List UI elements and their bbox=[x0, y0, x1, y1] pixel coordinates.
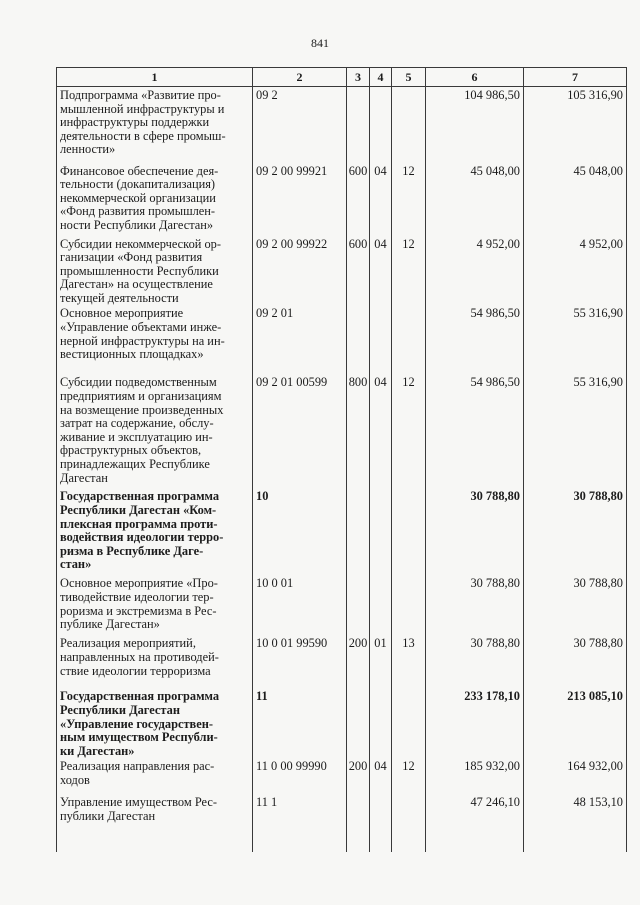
row-name-cell bbox=[57, 488, 253, 575]
row-name-line: фраструктурных объектов, bbox=[60, 443, 202, 458]
row-name-line: тельности (докапитализация) bbox=[60, 177, 216, 192]
row-name-line: мышленной инфраструктуры и bbox=[60, 101, 225, 116]
amount-1-cell: 30 788,80 bbox=[426, 635, 524, 688]
row-name-line: Основное мероприятие «Про- bbox=[60, 576, 218, 591]
amount-1-cell: 54 986,50 bbox=[426, 305, 524, 374]
row-name-line: ленности» bbox=[60, 142, 116, 157]
expense-type-cell bbox=[347, 688, 370, 758]
row-name-line: «Управление государствен- bbox=[60, 716, 214, 731]
amount-2-cell: 55 316,90 bbox=[524, 374, 627, 488]
budget-code-cell: 10 0 01 bbox=[253, 575, 347, 635]
expense-type-cell: 200 bbox=[347, 758, 370, 794]
amount-1-cell: 4 952,00 bbox=[426, 236, 524, 306]
subsection-cell: 12 bbox=[392, 758, 426, 794]
amount-2-cell: 164 932,00 bbox=[524, 758, 627, 794]
section-cell: 01 bbox=[370, 635, 392, 688]
subsection-cell: 12 bbox=[392, 374, 426, 488]
row-name-cell bbox=[57, 163, 253, 236]
row-name-line: промышленности Республики bbox=[60, 263, 219, 278]
amount-2-cell: 55 316,90 bbox=[524, 305, 627, 374]
row-name-line: ности Республики Дагестан» bbox=[60, 217, 214, 232]
column-header-name: 1 bbox=[57, 68, 253, 87]
expense-type-cell: 800 bbox=[347, 374, 370, 488]
row-name-line: затрат на содержание, обслу- bbox=[60, 416, 214, 431]
row-name-line: направленных на противодей- bbox=[60, 650, 219, 665]
table-row bbox=[57, 635, 627, 688]
expense-type-cell: 600 bbox=[347, 236, 370, 306]
row-name-line: Дагестан» на осуществление bbox=[60, 277, 213, 292]
expense-type-cell bbox=[347, 575, 370, 635]
table-row bbox=[57, 575, 627, 635]
table-body bbox=[57, 87, 627, 853]
table-row bbox=[57, 758, 627, 794]
subsection-cell: 13 bbox=[392, 635, 426, 688]
amount-1-cell: 45 048,00 bbox=[426, 163, 524, 236]
column-header-amount-2: 7 bbox=[524, 68, 627, 87]
budget-code-cell: 10 0 01 99590 bbox=[253, 635, 347, 688]
expense-type-cell bbox=[347, 794, 370, 852]
column-header-code: 2 bbox=[253, 68, 347, 87]
column-header-4: 4 bbox=[370, 68, 392, 87]
row-name-line: Реализация направления рас- bbox=[60, 759, 215, 774]
amount-1-cell: 185 932,00 bbox=[426, 758, 524, 794]
row-name-line: на возмещение произведенных bbox=[60, 402, 224, 417]
row-name-line: плексная программа проти- bbox=[60, 516, 218, 531]
row-name-line: Государственная программа bbox=[60, 689, 220, 704]
amount-2-cell: 30 788,80 bbox=[524, 575, 627, 635]
row-name-cell bbox=[57, 635, 253, 688]
budget-code-cell: 11 1 bbox=[253, 794, 347, 852]
row-name-line: Республики Дагестан «Ком- bbox=[60, 503, 217, 518]
subsection-cell bbox=[392, 688, 426, 758]
section-cell bbox=[370, 488, 392, 575]
row-name-line: «Фонд развития промышлен- bbox=[60, 204, 216, 219]
table-row bbox=[57, 236, 627, 306]
amount-2-cell: 213 085,10 bbox=[524, 688, 627, 758]
row-name-line: водействия идеологии терро- bbox=[60, 530, 224, 545]
row-name-line: Субсидии подведомственным bbox=[60, 375, 217, 390]
row-name-line: текущей деятельности bbox=[60, 290, 179, 305]
table-row bbox=[57, 305, 627, 374]
row-name-cell bbox=[57, 575, 253, 635]
section-cell: 04 bbox=[370, 758, 392, 794]
budget-code-cell: 09 2 00 99921 bbox=[253, 163, 347, 236]
budget-code-cell: 10 bbox=[253, 488, 347, 575]
row-name-line: деятельности в сфере промыш- bbox=[60, 128, 226, 143]
amount-2-cell: 105 316,90 bbox=[524, 87, 627, 163]
row-name-line: Реализация мероприятий, bbox=[60, 636, 196, 651]
row-name-line: «Управление объектами инже- bbox=[60, 320, 222, 335]
section-cell bbox=[370, 575, 392, 635]
budget-code-cell: 09 2 01 00599 bbox=[253, 374, 347, 488]
section-cell bbox=[370, 794, 392, 852]
row-name-cell bbox=[57, 374, 253, 488]
column-header-3: 3 bbox=[347, 68, 370, 87]
table-row bbox=[57, 163, 627, 236]
row-name-line: инфраструктуры поддержки bbox=[60, 115, 210, 130]
section-cell bbox=[370, 688, 392, 758]
section-cell: 04 bbox=[370, 163, 392, 236]
table-row bbox=[57, 488, 627, 575]
budget-code-cell: 09 2 00 99922 bbox=[253, 236, 347, 306]
amount-1-cell: 233 178,10 bbox=[426, 688, 524, 758]
budget-code-cell: 09 2 bbox=[253, 87, 347, 163]
row-name-line: ризма в Республике Даге- bbox=[60, 543, 204, 558]
row-name-cell bbox=[57, 758, 253, 794]
budget-code-cell: 09 2 01 bbox=[253, 305, 347, 374]
subsection-cell bbox=[392, 87, 426, 163]
row-name-line: публике Дагестан» bbox=[60, 617, 160, 632]
row-name-line: тиводействие идеологии тер- bbox=[60, 590, 214, 605]
section-cell bbox=[370, 305, 392, 374]
section-cell: 04 bbox=[370, 236, 392, 306]
row-name-line: ки Дагестан» bbox=[60, 743, 135, 758]
row-name-line: Подпрограмма «Развитие про- bbox=[60, 88, 221, 102]
column-header-amount-1: 6 bbox=[426, 68, 524, 87]
row-name-line: живание и эксплуатацию ин- bbox=[60, 429, 213, 444]
row-name-line: некоммерческой организации bbox=[60, 190, 216, 205]
amount-1-cell: 30 788,80 bbox=[426, 488, 524, 575]
row-name-line: ганизации «Фонд развития bbox=[60, 250, 203, 265]
row-name-line: Дагестан bbox=[60, 470, 108, 485]
row-name-line: Финансовое обеспечение дея- bbox=[60, 163, 219, 178]
row-name-line: Основное мероприятие bbox=[60, 306, 184, 321]
row-name-line: Субсидии некоммерческой ор- bbox=[60, 236, 222, 251]
row-name-line: ным имуществом Республи- bbox=[60, 730, 218, 745]
row-name-line: публики Дагестан bbox=[60, 809, 156, 824]
page-number: 841 bbox=[311, 36, 329, 50]
row-name-line: ствие идеологии терроризма bbox=[60, 663, 211, 678]
row-name-cell bbox=[57, 87, 253, 163]
amount-2-cell: 45 048,00 bbox=[524, 163, 627, 236]
row-name-line: стан» bbox=[60, 557, 92, 572]
row-name-line: Управление имуществом Рес- bbox=[60, 795, 217, 810]
expense-type-cell: 600 bbox=[347, 163, 370, 236]
section-cell: 04 bbox=[370, 374, 392, 488]
expense-type-cell bbox=[347, 488, 370, 575]
table-row bbox=[57, 87, 627, 163]
expense-type-cell: 200 bbox=[347, 635, 370, 688]
subsection-cell: 12 bbox=[392, 236, 426, 306]
row-name-line: принадлежащих Республике bbox=[60, 457, 210, 472]
subsection-cell: 12 bbox=[392, 163, 426, 236]
column-header-5: 5 bbox=[392, 68, 426, 87]
budget-code-cell: 11 bbox=[253, 688, 347, 758]
row-name-line: предприятиям и организациям bbox=[60, 389, 222, 404]
row-name-line: ходов bbox=[60, 773, 90, 788]
budget-table bbox=[56, 67, 627, 852]
row-name-cell bbox=[57, 794, 253, 852]
amount-2-cell: 4 952,00 bbox=[524, 236, 627, 306]
expense-type-cell bbox=[347, 87, 370, 163]
section-cell bbox=[370, 87, 392, 163]
table-header-row bbox=[57, 68, 627, 87]
table-row bbox=[57, 688, 627, 758]
amount-1-cell: 47 246,10 bbox=[426, 794, 524, 852]
amount-1-cell: 30 788,80 bbox=[426, 575, 524, 635]
budget-code-cell: 11 0 00 99990 bbox=[253, 758, 347, 794]
table-row bbox=[57, 374, 627, 488]
row-name-cell bbox=[57, 305, 253, 374]
row-name-line: роризма и экстремизма в Рес- bbox=[60, 603, 217, 618]
table-row bbox=[57, 794, 627, 852]
subsection-cell bbox=[392, 305, 426, 374]
row-name-line: нерной инфраструктуры на ин- bbox=[60, 333, 225, 348]
expense-type-cell bbox=[347, 305, 370, 374]
amount-1-cell: 104 986,50 bbox=[426, 87, 524, 163]
amount-2-cell: 30 788,80 bbox=[524, 635, 627, 688]
row-name-cell bbox=[57, 688, 253, 758]
amount-2-cell: 48 153,10 bbox=[524, 794, 627, 852]
amount-2-cell: 30 788,80 bbox=[524, 488, 627, 575]
row-name-line: вестиционных площадках» bbox=[60, 347, 204, 362]
subsection-cell bbox=[392, 794, 426, 852]
row-name-line: Государственная программа bbox=[60, 489, 220, 504]
subsection-cell bbox=[392, 575, 426, 635]
row-name-line: Республики Дагестан bbox=[60, 703, 180, 718]
subsection-cell bbox=[392, 488, 426, 575]
amount-1-cell: 54 986,50 bbox=[426, 374, 524, 488]
row-name-cell bbox=[57, 236, 253, 306]
